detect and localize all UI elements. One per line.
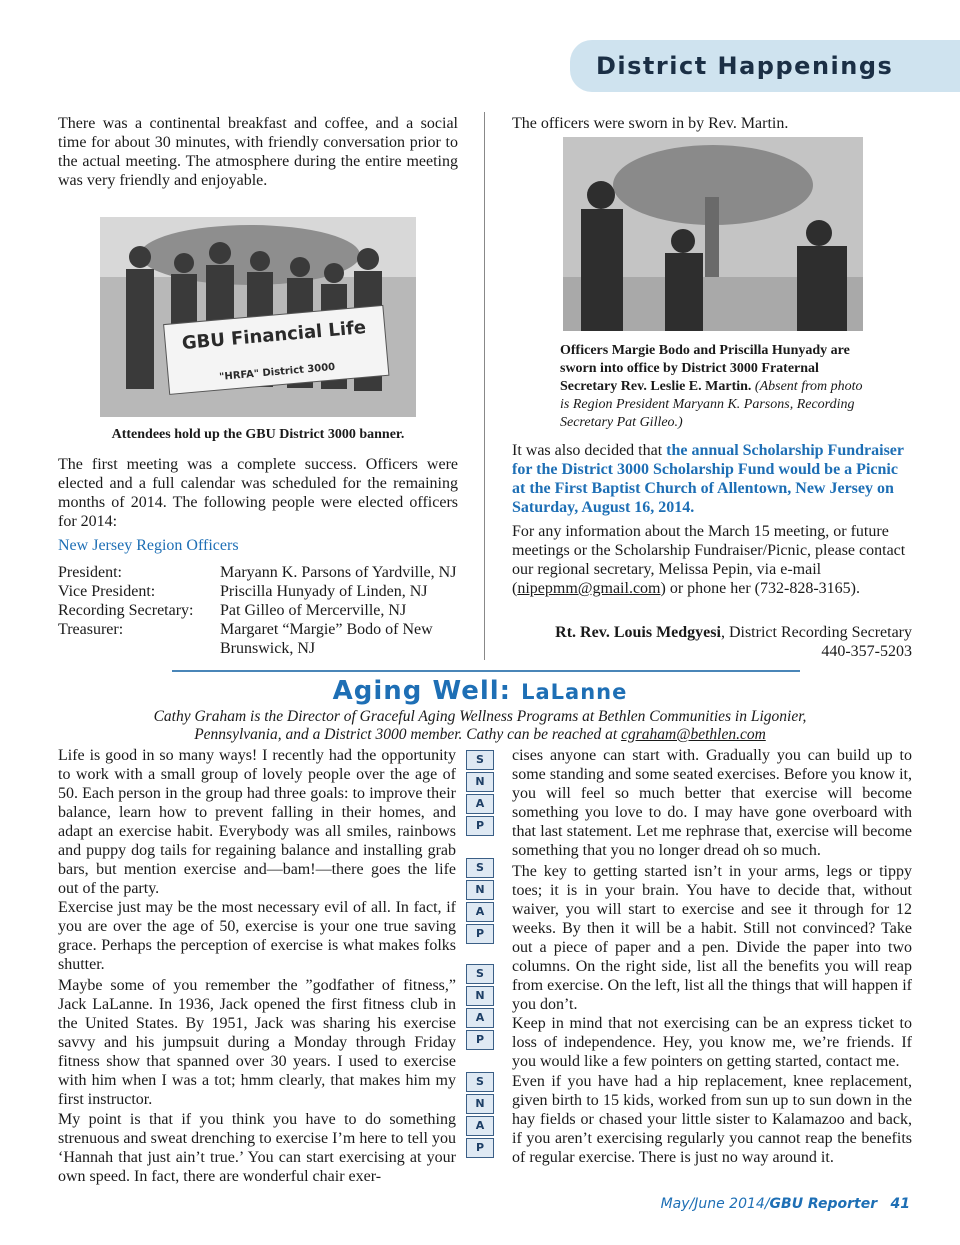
picnic-highlight: the annual Scholarship Fundraiser for the District 3000 Scholarship Fund would be a Picnic at the First Baptist Church of Allentown, New Jersey on Saturday, August 16, 2014. [512, 442, 904, 516]
officer-row [58, 563, 468, 582]
signature-title: , District Recording Secretary [720, 624, 912, 641]
officer-name: Pat Gilleo of Mercerville, NJ [220, 602, 407, 619]
snap-block: S [466, 1072, 494, 1092]
signature-name: Rt. Rev. Louis Medgyesi [555, 624, 721, 641]
contact-email-link[interactable]: nipepmm@gmail.com [517, 580, 661, 597]
snap-block: P [466, 816, 494, 836]
aging-well-email-link[interactable]: cgraham@bethlen.com [621, 726, 766, 743]
footer-publication: GBU Reporter [769, 1196, 878, 1212]
footer-page-number: 41 [890, 1196, 910, 1212]
snap-block: P [466, 1030, 494, 1050]
aging-right-paragraph-4: Even if you have had a hip replacement, knee replacement, given birth to 15 kids, worked from sun up to sun down in the hay fields or chased your little sister to Kalamazoo and back, if you aren’t exercising regularly you cannot reap the benefits of regular exercise. There is just no way around it. [512, 1073, 912, 1166]
snap-block: S [466, 750, 494, 770]
officer-role: Treasurer: [58, 621, 124, 638]
aging-right-paragraph-3: Keep in mind that not exercising can be an express ticket to loss of independence. Hey, you know me, we’re friends. If you would like a few pointers on getting started, contact me. [512, 1015, 912, 1070]
snap-blocks-icon [466, 858, 496, 946]
caption-italic-text: (Absent from photo is Region President Maryann K. Parsons, Recording Secretary Pat Gilleo.) [560, 379, 863, 430]
officer-name: Margaret “Margie” Bodo of New Brunswick, NJ [220, 621, 433, 657]
aging-well-title-main: Aging Well: [332, 676, 522, 706]
aging-well-intro [120, 708, 840, 744]
snap-block: A [466, 1116, 494, 1136]
snap-blocks-icon [466, 964, 496, 1052]
snap-block: A [466, 1008, 494, 1028]
aging-well-subtitle: LaLanne [521, 680, 628, 704]
officer-name: Priscilla Hunyady of Linden, NJ [220, 583, 428, 600]
footer-issue: May/June 2014/ [660, 1196, 770, 1212]
snap-blocks-icon [466, 1072, 496, 1160]
officer-role: Recording Secretary: [58, 602, 194, 619]
officer-name: Maryann K. Parsons of Yardville, NJ [220, 564, 457, 581]
snap-block: P [466, 1138, 494, 1158]
aging-left-paragraph-4: My point is that if you think you have to do something strenuous and sweat drenching to exercise I’m here to tell you ‘Hannah that just ain’t true.’ You can start exercising at your own speed. In fact, there are wonderful chair exer- [58, 1111, 456, 1185]
page-footer [661, 1196, 910, 1212]
officer-row [58, 582, 468, 601]
snap-blocks-icon [466, 750, 496, 838]
aging-right-paragraph-2: The key to getting started isn’t in your arms, legs or tippy toes; it is in your brain. You have to decide that, without waiver, you will start to exercise and see it through for 12 weeks. By then it will be a habit. Still not convinced? Take out a piece of paper and a pen. Divide the paper into two columns. On the right side, list all the benefits you will reap from exercise. On the left, list all the things that will happen if you don’t. [512, 863, 912, 1013]
aging-right-paragraph-1: cises anyone can start with. Gradually you can build up to some standing and some seated exercises. Before you know it, you will feel so much better that exercise will become something you love to do. I may have gone overboard with that last statement. Let me rephrase that, exercise will become something that you no longer dread oh so much. [512, 747, 912, 859]
officers-table [58, 563, 468, 658]
contact-start: For any information about the March 15 meeting, or future meetings or the Scholarship Fundraiser/Picnic, please contact our regional secretary, Melissa Pepin, via e-mail ( [512, 523, 906, 597]
snap-block: S [466, 858, 494, 878]
aging-left-paragraph-3: Maybe some of you remember the ”godfather of fitness,” Jack LaLanne. In 1936, Jack opened the first fitness club in the United States. By 1951, Jack was sharing his exercise savvy and his jumpsuit during a Monday through Friday fitness show that spanned over 30 years. I used to exercise with him when I was a tot; hmm clearly, that makes him my first instructor. [58, 977, 456, 1108]
contact-end: ) or phone her (732-828-3165). [660, 580, 860, 597]
signature-block [512, 623, 912, 661]
aging-well-intro-text: Cathy Graham is the Director of Graceful Aging Wellness Programs at Bethlen Communities in Ligonier, Pennsylvania, and a District 3000 member. Cathy can be reached at [153, 708, 807, 743]
officers-heading: New Jersey Region Officers [58, 537, 239, 554]
snap-block: N [466, 986, 494, 1006]
swearing-in-caption [560, 342, 864, 432]
sworn-line: The officers were sworn in by Rev. Martin. [512, 115, 789, 132]
contact-paragraph [512, 522, 912, 598]
officer-role: Vice President: [58, 583, 156, 600]
picnic-paragraph [512, 441, 912, 517]
officer-row [58, 601, 468, 620]
signature-phone: 440-357-5203 [821, 643, 912, 660]
caption-bold-text: Officers Margie Bodo and Priscilla Hunyady are sworn into office by District 3000 Fraternal Secretary Rev. Leslie E. Martin. [560, 343, 850, 394]
aging-well-title [0, 676, 960, 706]
aging-left-paragraph-1: Life is good in so many ways! I recently had the opportunity to work with a small group of lovely people over the age of 50. Each person in the group had three goals: to improve their balance, learn how to prevent falling in their homes, and adapt an exercise habit. Everybody was all smiles, rainbows and puppy dog tails for regaining balance and installing grab bars, but mention exercise and—bam!—there goes the life out of the party. [58, 747, 456, 897]
banner-photo [100, 217, 416, 417]
column-divider [484, 112, 485, 660]
snap-block: S [466, 964, 494, 984]
snap-block: N [466, 880, 494, 900]
banner-photo-caption: Attendees hold up the GBU District 3000 banner. [111, 427, 405, 442]
banner-photo-image [100, 217, 416, 417]
aging-left-paragraph-2: Exercise just may be the most necessary evil of all. In fact, if you are over the age of 50, exercise is your one true saving grace. Perhaps the perception of exercise is what makes folks shutter. [58, 899, 456, 973]
section-rule [172, 670, 800, 672]
snap-block: A [466, 902, 494, 922]
snap-block: P [466, 924, 494, 944]
picnic-lead: It was also decided that [512, 442, 667, 459]
banner-title-text: GBU Financial Life [181, 317, 367, 355]
officer-row [58, 620, 468, 658]
banner-sub-text: "HRFA" District 3000 [218, 361, 336, 383]
snap-block: N [466, 772, 494, 792]
snap-block: A [466, 794, 494, 814]
officer-role: President: [58, 564, 122, 581]
snap-block: N [466, 1094, 494, 1114]
swearing-in-photo [563, 137, 863, 331]
meeting-paragraph: The first meeting was a complete success. Officers were elected and a full calendar was scheduled for the remaining months of 2014. The following people were elected officers for 2014: [58, 456, 458, 530]
section-title: District Happenings [596, 52, 894, 80]
intro-paragraph: There was a continental breakfast and coffee, and a social time for about 30 minutes, with friendly conversation prior to the actual meeting. The atmosphere during the entire meeting was very friendly and enjoyable. [58, 115, 458, 189]
section-header-tab [570, 40, 960, 92]
swearing-in-photo-image [563, 137, 863, 331]
